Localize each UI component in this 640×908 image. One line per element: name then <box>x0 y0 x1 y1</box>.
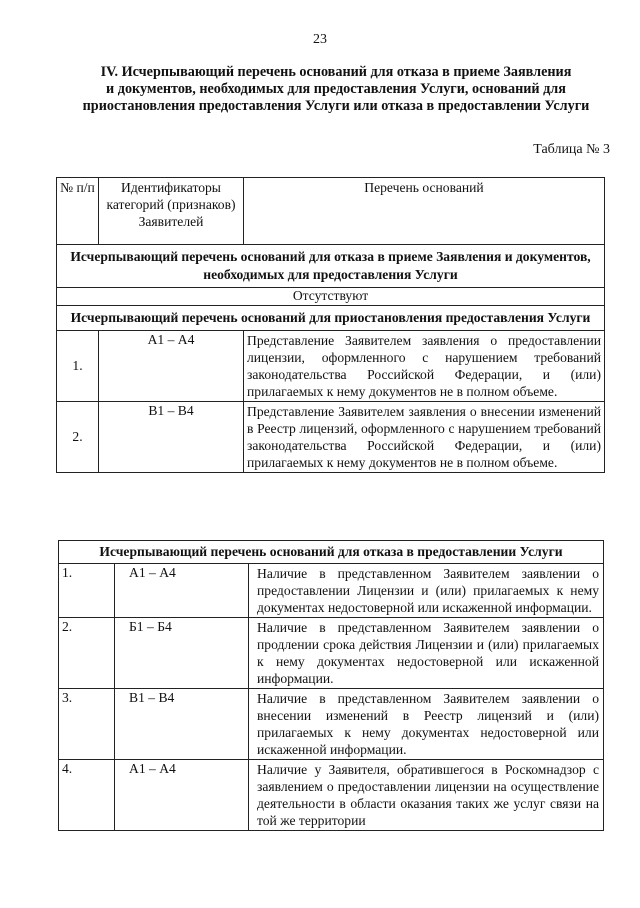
row-ids: В1 – В4 <box>115 689 249 760</box>
row-number: 2. <box>57 402 99 473</box>
row-text: Представление Заявителем заявления о внесении изменений в Реестр лицензий, оформленного с нарушением требований законодательства Российской Федерации, и (или) прилагаемых к нему документов не в полном объеме. <box>244 402 605 473</box>
row-ids: А1 – А4 <box>99 331 244 402</box>
section-title-line: приостановления предоставления Услуги или отказа в предоставлении Услуги <box>82 98 590 114</box>
section-header-acceptance: Исчерпывающий перечень оснований для отказа в приеме Заявления и документов, необходимых для предоставления Услуги <box>57 245 605 288</box>
header-list: Перечень оснований <box>244 178 605 245</box>
row-ids: Б1 – Б4 <box>115 618 249 689</box>
row-text: Наличие в представленном Заявителем заявлении о предоставлении Лицензии и (или) прилагаемых к нему документах недостоверной или искаженной информации. <box>249 564 604 618</box>
row-ids: А1 – А4 <box>115 564 249 618</box>
row-ids: В1 – В4 <box>99 402 244 473</box>
header-num: № п/п <box>57 178 99 245</box>
row-text: Наличие у Заявителя, обратившегося в Роскомнадзор с заявлением о предоставлении лицензии на осуществление деятельности в области оказания таких же услуг связи на той же территории <box>249 760 604 831</box>
row-number: 4. <box>59 760 115 831</box>
row-number: 1. <box>57 331 99 402</box>
row-text: Наличие в представленном Заявителем заявлении о продлении срока действия Лицензии и (или) прилагаемых к нему документах недостоверной или искаженной информации. <box>249 618 604 689</box>
table-row <box>57 331 605 402</box>
table-header-row <box>57 178 605 245</box>
section-header-suspension: Исчерпывающий перечень оснований для приостановления предоставления Услуги <box>57 306 605 331</box>
table-row <box>59 618 604 689</box>
row-text: Представление Заявителем заявления о предоставлении лицензии, оформленного с нарушением требований законодательства Российской Федерации, и (или) прилагаемых к нему документов не в полном объеме. <box>244 331 605 402</box>
table-row <box>59 760 604 831</box>
header-ids: Идентификаторы категорий (признаков) Заявителей <box>99 178 244 245</box>
table-row <box>57 402 605 473</box>
row-number: 1. <box>59 564 115 618</box>
row-number: 3. <box>59 689 115 760</box>
refusal-table <box>58 540 604 831</box>
grounds-table <box>56 177 605 473</box>
row-text: Наличие в представленном Заявителем заявлении о внесении изменений в Реестр лицензий и (или) прилагаемых к нему документах недостоверной или искаженной информации. <box>249 689 604 760</box>
row-ids: А1 – А4 <box>115 760 249 831</box>
table-caption: Таблица № 3 <box>533 142 610 157</box>
absent-note: Отсутствуют <box>57 288 605 306</box>
section-header-refusal: Исчерпывающий перечень оснований для отказа в предоставлении Услуги <box>59 541 604 564</box>
table-row <box>59 689 604 760</box>
table-row <box>59 564 604 618</box>
section-title <box>60 64 612 115</box>
section-title-line: IV. Исчерпывающий перечень оснований для отказа в приеме Заявления <box>100 64 572 80</box>
section-title-line: и документов, необходимых для предоставления Услуги, оснований для <box>106 81 566 97</box>
page-number: 23 <box>313 32 327 47</box>
row-number: 2. <box>59 618 115 689</box>
